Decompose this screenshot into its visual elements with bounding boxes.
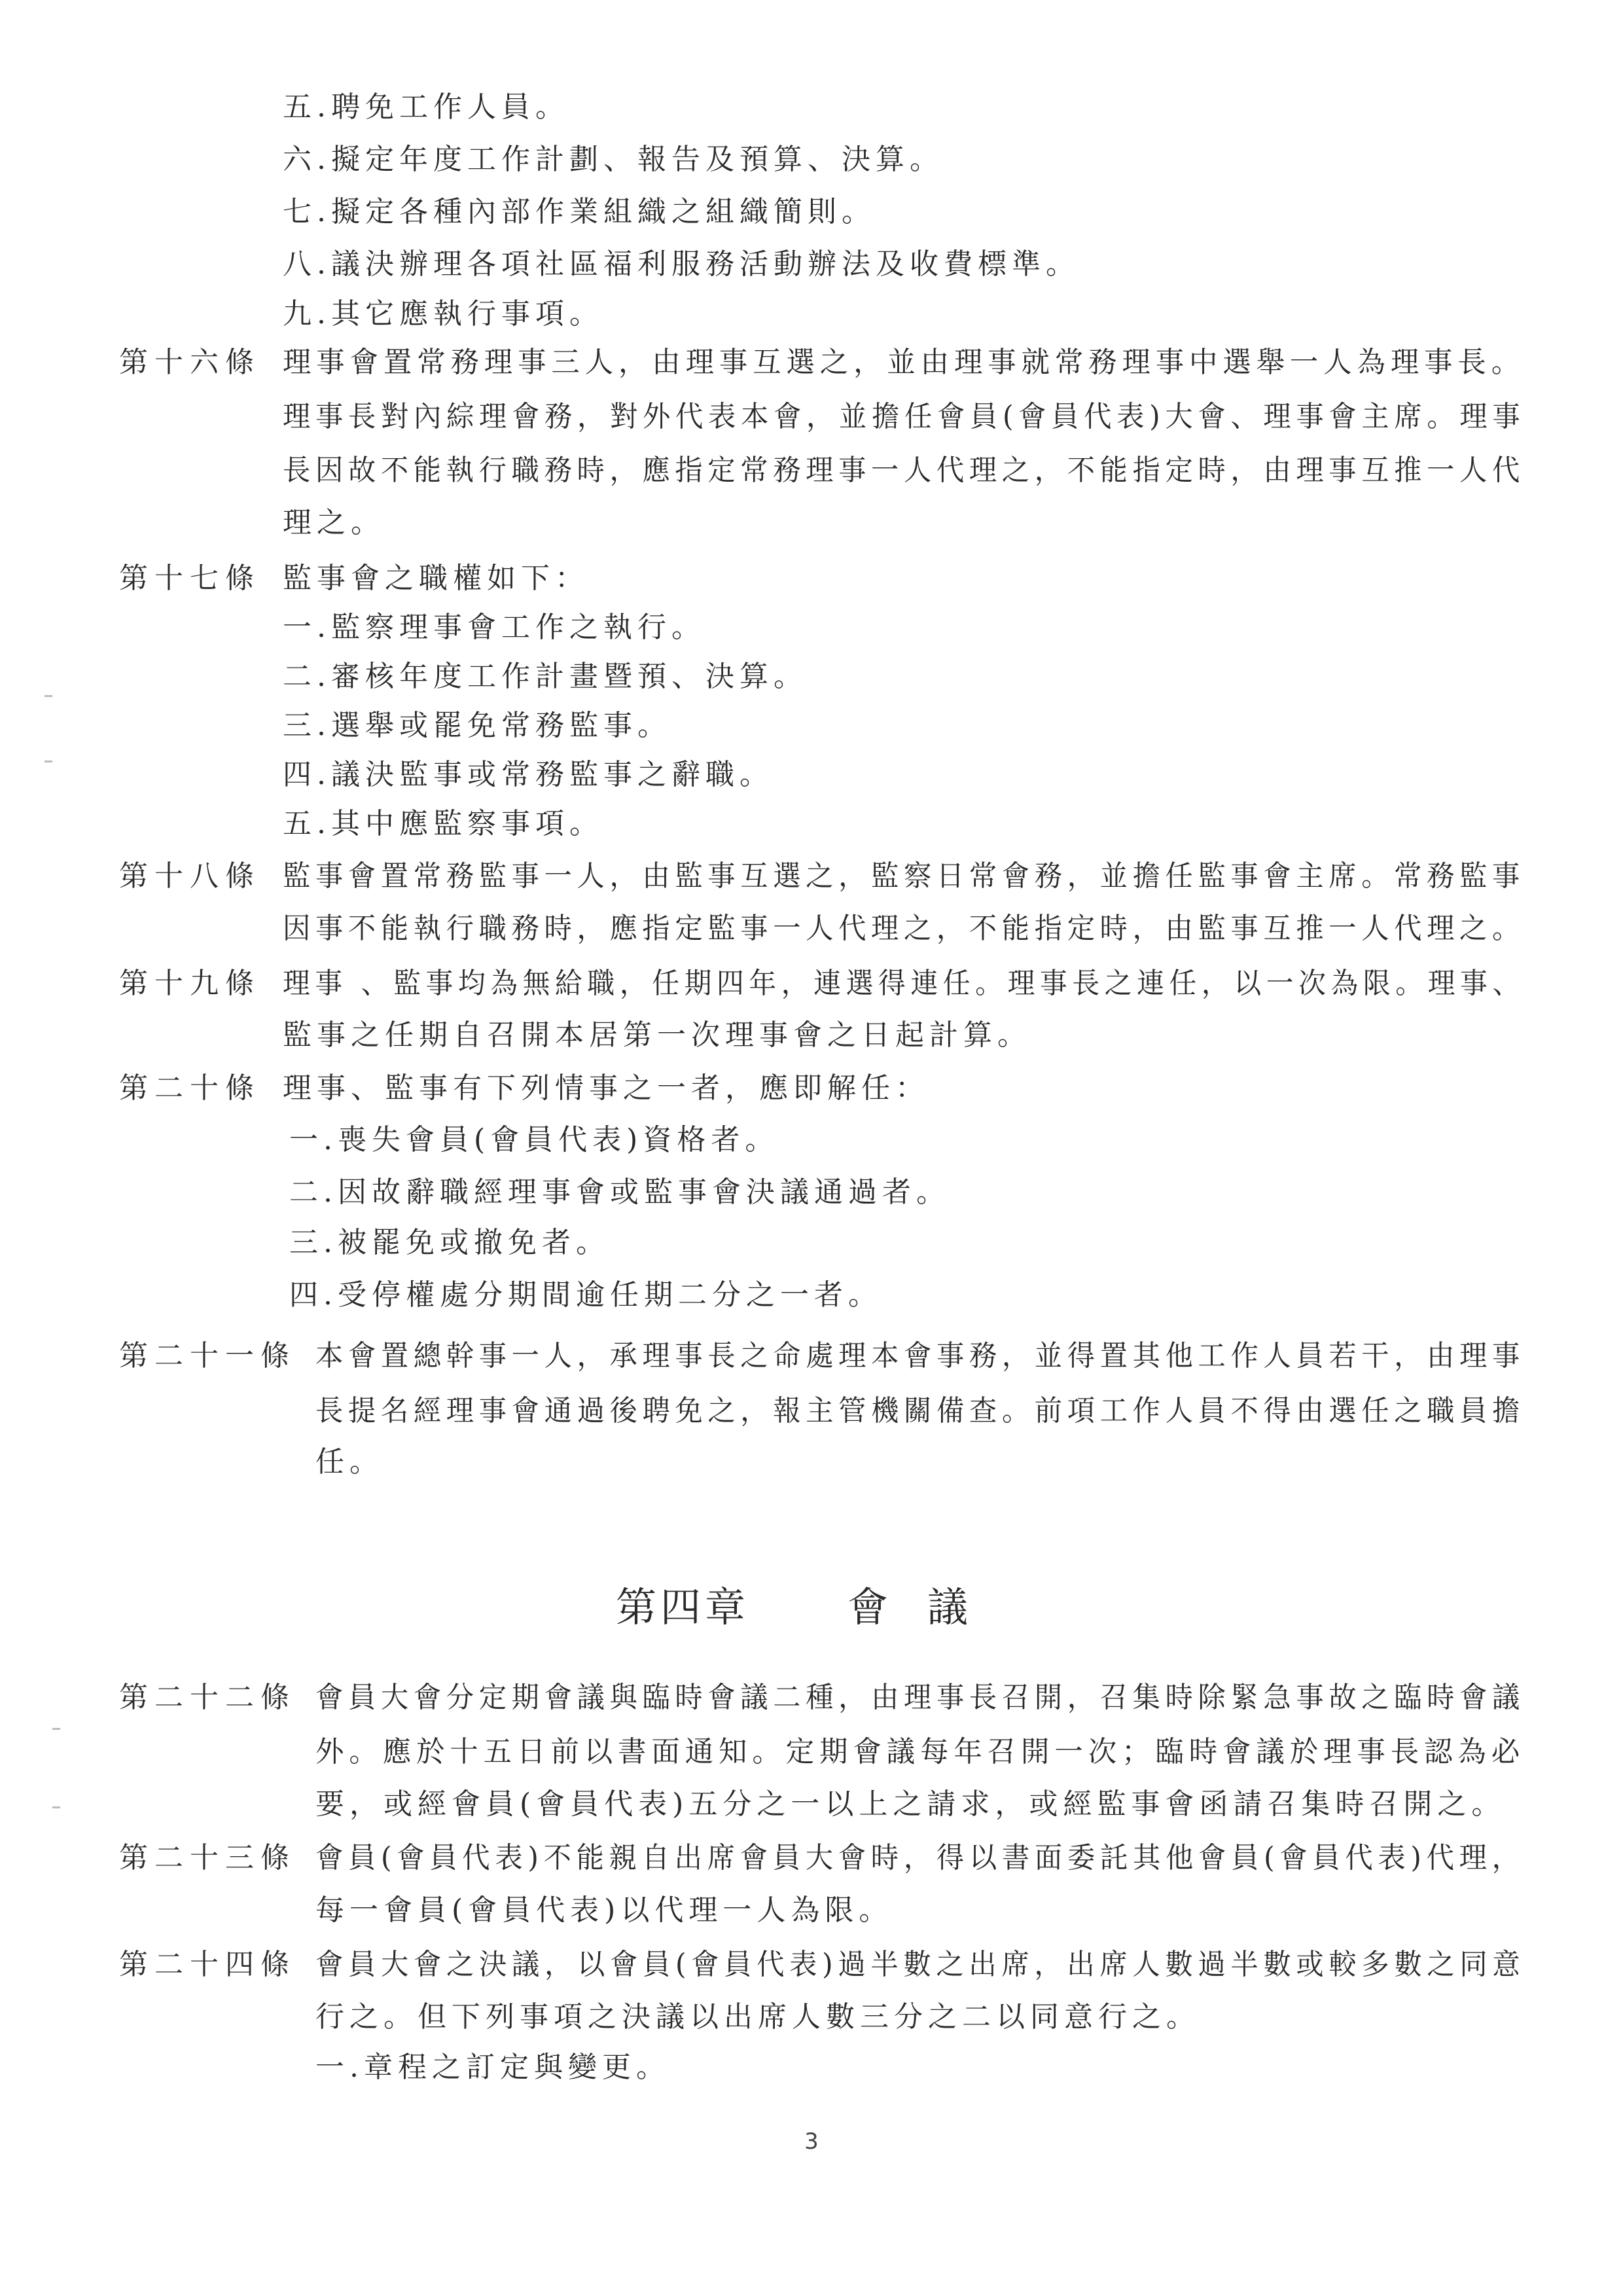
article-label: 第十八條 <box>119 859 260 893</box>
list-item: 四.受停權處分期間逾任期二分之一者。 <box>289 1278 882 1312</box>
article-label: 第十九條 <box>119 967 260 1000</box>
list-item: 二.因故辭職經理事會或監事會決議通過者。 <box>289 1175 950 1209</box>
list-item: 九.其它應執行事項。 <box>283 297 603 331</box>
article-text-line: 會員大會之決議，以會員(會員代表)過半數之出席，出席人數過半數或較多數之同意 <box>315 1948 1525 1981</box>
list-item: 一.章程之訂定與變更。 <box>315 2051 670 2084</box>
list-item: 一.監察理事會工作之執行。 <box>283 611 705 644</box>
list-item: 五.聘免工作人員。 <box>283 90 569 124</box>
article-text-line: 會員大會分定期會議與臨時會議二種，由理事長召開，召集時除緊急事故之臨時會議 <box>315 1681 1525 1714</box>
article-text-line: 要，或經會員(會員代表)五分之一以上之請求，或經監事會函請召集時召開之。 <box>315 1787 1506 1821</box>
article-text-line: 理之。 <box>283 506 385 539</box>
scan-mark <box>52 1728 60 1730</box>
article-text-line: 外。應於十五日前以書面通知。定期會議每年召開一次；臨時會議於理事長認為必 <box>315 1735 1525 1768</box>
article-text-line: 任。 <box>315 1445 383 1479</box>
chapter-heading <box>0 1583 1623 1631</box>
list-item: 三.被罷免或撤免者。 <box>289 1226 610 1259</box>
list-item: 二.審核年度工作計畫暨預、決算。 <box>283 660 808 693</box>
article-label: 第二十二條 <box>119 1681 296 1714</box>
article-label: 第二十條 <box>119 1071 260 1105</box>
list-item: 一.喪失會員(會員代表)資格者。 <box>289 1123 779 1157</box>
article-label: 第二十三條 <box>119 1841 296 1874</box>
article-text-line: 本會置總幹事一人，承理事長之命處理本會事務，並得置其他工作人員若干，由理事 <box>315 1339 1525 1372</box>
page-number: 3 <box>804 2128 819 2155</box>
article-text-line: 監事會之職權如下： <box>283 562 589 595</box>
list-item: 五.其中應監察事項。 <box>283 807 603 840</box>
article-text-line: 會員(會員代表)不能親自出席會員大會時，得以書面委託其他會員(會員代表)代理， <box>315 1841 1525 1874</box>
scan-mark <box>45 695 52 697</box>
article-label: 第十七條 <box>119 562 260 595</box>
article-text-line: 長因故不能執行職務時，應指定常務理事一人代理之，不能指定時，由理事互推一人代 <box>283 454 1525 487</box>
article-label: 第十六條 <box>119 346 260 379</box>
article-text-line: 理事長對內綜理會務，對外代表本會，並擔任會員(會員代表)大會、理事會主席。理事 <box>283 400 1525 433</box>
article-label: 第二十四條 <box>119 1948 296 1981</box>
list-item: 八.議決辦理各項社區福利服務活動辦法及收費標準。 <box>283 247 1080 281</box>
list-item: 四.議決監事或常務監事之辭職。 <box>283 758 774 791</box>
article-label: 第二十一條 <box>119 1339 296 1372</box>
scan-mark <box>45 761 52 762</box>
article-text-line: 因事不能執行職務時，應指定監事一人代理之，不能指定時，由監事互推一人代理之。 <box>283 912 1525 945</box>
list-item: 七.擬定各種內部作業組織之組織簡則。 <box>283 195 876 228</box>
article-text-line: 監事會置常務監事一人，由監事互選之，監察日常會務，並擔任監事會主席。常務監事 <box>283 859 1525 893</box>
article-text-line: 理事、監事有下列情事之一者，應即解任： <box>283 1071 929 1105</box>
list-item: 六.擬定年度工作計劃、報告及預算、決算。 <box>283 143 944 176</box>
scan-mark <box>52 1806 60 1808</box>
list-item: 三.選舉或罷免常務監事。 <box>283 709 671 742</box>
article-text-line: 理事會置常務理事三人，由理事互選之，並由理事就常務理事中選舉一人為理事長。 <box>283 346 1525 379</box>
article-text-line: 每一會員(會員代表)以代理一人為限。 <box>315 1893 893 1927</box>
article-text-line: 理事 、監事均為無給職，任期四年，連選得連任。理事長之連任，以一次為限。理事、 <box>283 967 1525 1000</box>
article-text-line: 監事之任期自召開本居第一次理事會之日起計算。 <box>283 1018 1031 1052</box>
article-text-line: 行之。但下列事項之決議以出席人數三分之二以同意行之。 <box>315 2000 1200 2034</box>
chapter-title: 會議 <box>847 1583 1008 1631</box>
chapter-number: 第四章 <box>615 1583 749 1631</box>
article-text-line: 長提名經理事會通過後聘免之，報主管機關備查。前項工作人員不得由選任之職員擔 <box>315 1394 1525 1427</box>
